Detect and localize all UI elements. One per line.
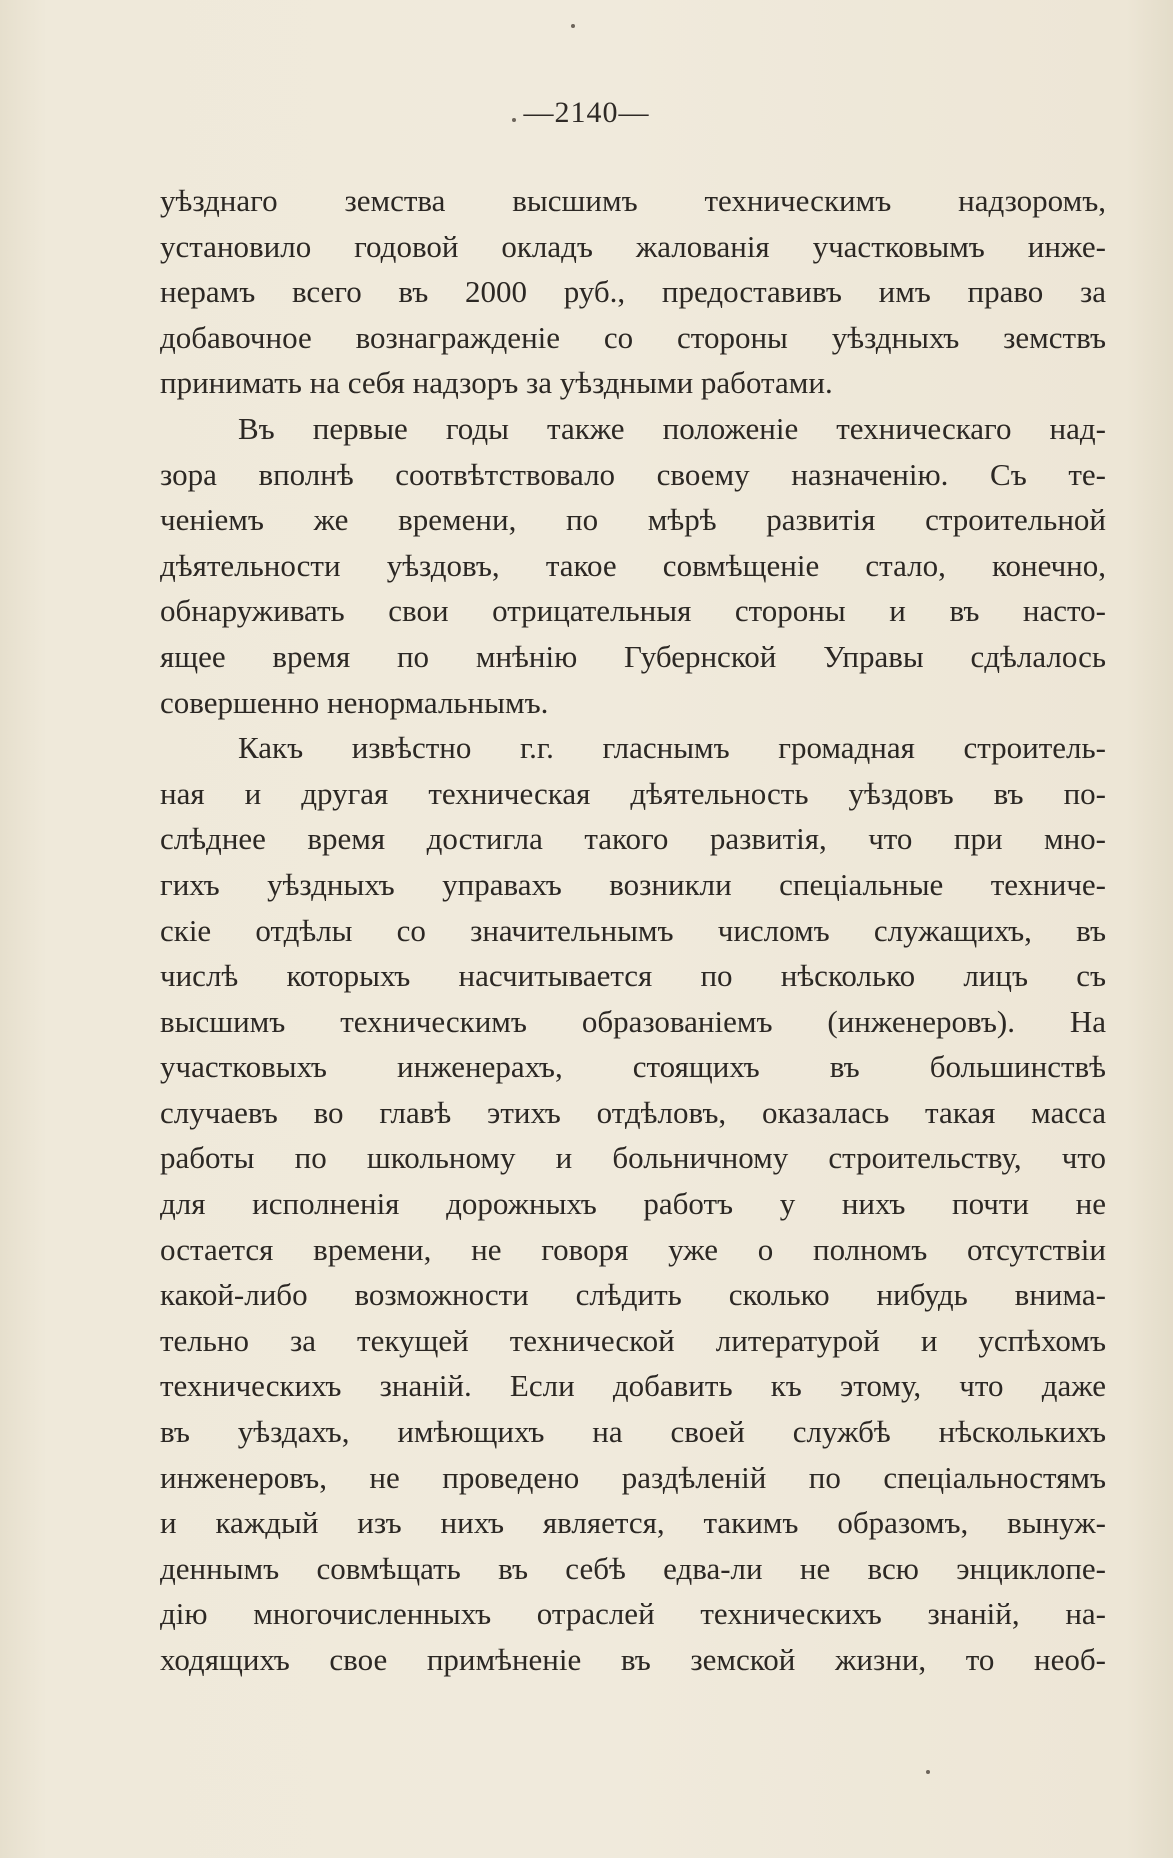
text-line: ченіемъ же времени, по мѣрѣ развитія строительной [160,502,1106,538]
text-line: ящее время по мнѣнію Губернской Управы сдѣлалось [160,638,1106,674]
text-line: уѣзднаго земства высшимъ техническимъ надзоромъ, [160,183,1106,218]
text-line: ная и другая техническая дѣятельность уѣздовъ въ по- [160,775,1106,811]
text-line: зора вполнѣ соотвѣтствовало своему назначенію. Съ те- [160,456,1106,492]
text-line: остается времени, не говоря уже о полномъ отсутствіи [160,1231,1106,1267]
text-line: Въ первые годы также положеніе техническаго над- [238,410,1106,446]
text-line: тельно за текущей технической литературой и успѣхомъ [160,1322,1106,1358]
text-line: добавочное вознагражденіе со стороны уѣздныхъ земствъ [160,319,1106,355]
body-text [160,178,1106,1683]
text-line: числѣ которыхъ насчитывается по нѣсколько лицъ съ [160,958,1106,994]
page-number: —2140— [523,96,650,129]
text-line: работы по школьному и больничному строительству, что [160,1140,1106,1176]
ink-speck [571,24,575,28]
ink-speck [926,1770,930,1774]
text-line: ходящихъ свое примѣненіе въ земской жизни, то необ- [160,1642,1106,1677]
text-line: установило годовой окладъ жалованія участковымъ инже- [160,228,1106,264]
text-line: Какъ извѣстно г.г. гласнымъ громадная строитель- [238,730,1106,766]
text-line: дію многочисленныхъ отраслей техническихъ знаній, на- [160,1596,1106,1632]
text-line: случаевъ во главѣ этихъ отдѣловъ, оказалась такая масса [160,1094,1106,1130]
text-line: скіе отдѣлы со значительнымъ числомъ служащихъ, въ [160,912,1106,948]
text-line: высшимъ техническимъ образованіемъ (инженеровъ). На [160,1003,1106,1039]
text-line: деннымъ совмѣщать въ себѣ едва-ли не всю энциклопе- [160,1550,1106,1586]
text-line: обнаруживать свои отрицательныя стороны и въ насто- [160,593,1106,629]
text-line: принимать на себя надзоръ за уѣздными работами. [160,365,833,401]
text-line: участковыхъ инженерахъ, стоящихъ въ большинствѣ [160,1049,1106,1085]
text-line: для исполненія дорожныхъ работъ у нихъ почти не [160,1186,1106,1222]
text-line: совершенно ненормальнымъ. [160,684,549,720]
text-line: слѣднее время достигла такого развитія, что при мно- [160,821,1106,857]
text-line: нерамъ всего въ 2000 руб., предоставивъ имъ право за [160,274,1106,310]
text-line: какой-либо возможности слѣдить сколько нибудь внима- [160,1277,1106,1313]
text-line: инженеровъ, не проведено раздѣленій по спеціальностямъ [160,1459,1106,1495]
text-line: въ уѣздахъ, имѣющихъ на своей службѣ нѣсколькихъ [160,1414,1106,1450]
text-line: техническихъ знаній. Если добавить къ этому, что даже [160,1368,1106,1404]
text-line: гихъ уѣздныхъ управахъ возникли спеціальные техниче- [160,866,1106,902]
text-line: и каждый изъ нихъ является, такимъ образомъ, вынуж- [160,1505,1106,1541]
text-line: дѣятельности уѣздовъ, такое совмѣщеніе стало, конечно, [160,547,1106,583]
